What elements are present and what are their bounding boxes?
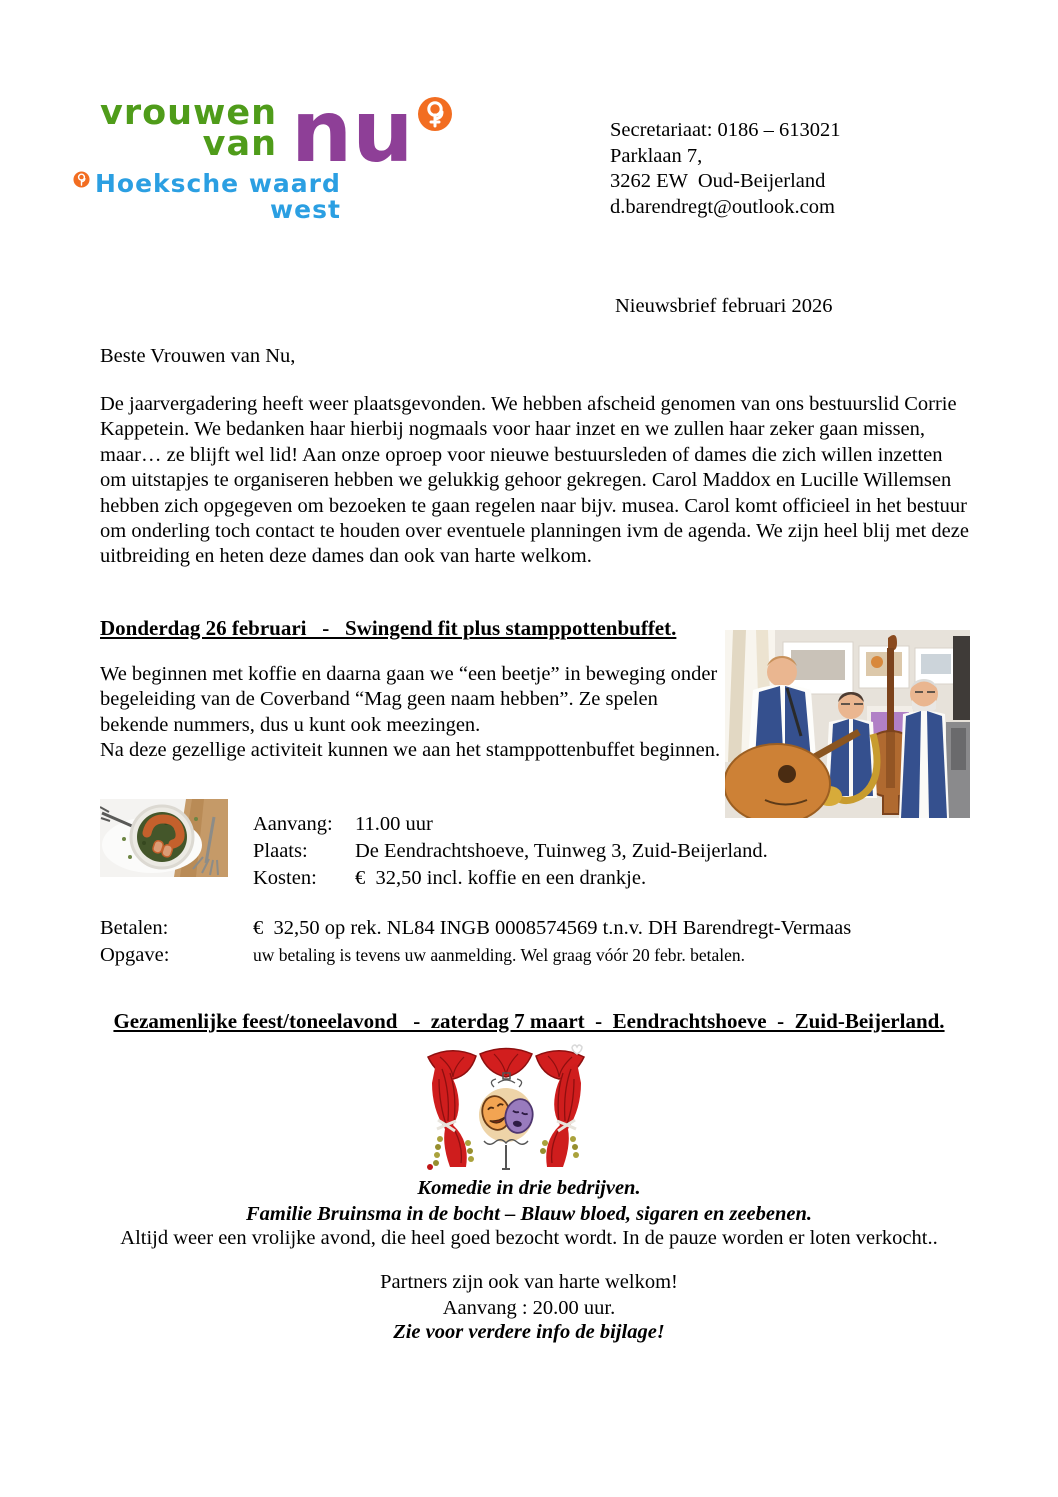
detail-row-plaats	[253, 838, 768, 865]
logo-word-vrouwen: vrouwen	[100, 93, 278, 133]
detail-value: De Eendrachtshoeve, Tuinweg 3, Zuid-Beijerland.	[355, 840, 768, 862]
play-description: Altijd weer een vrolijke avond, die heel goed bezocht wordt. In de pauze worden er loten verkocht..	[120, 1227, 938, 1249]
event-details	[253, 811, 768, 892]
secretariat-contact-block	[610, 118, 841, 220]
payment-label: Opgave:	[100, 944, 170, 966]
logo-word-nu: nu	[291, 82, 414, 182]
payment-details	[100, 915, 851, 969]
logo-region-line2: west	[270, 195, 341, 224]
play-subtitle: Komedie in drie bedrijven.	[417, 1177, 641, 1199]
vrouwen-van-nu-emblem-small-icon	[73, 171, 90, 193]
vrouwen-van-nu-emblem-icon	[417, 96, 453, 137]
stamppot-photo	[100, 799, 228, 882]
detail-row-aanvang	[253, 811, 768, 838]
payment-value: uw betaling is tevens uw aanmelding. Wel graag vóór 20 febr. betalen.	[253, 945, 746, 965]
start-time-line: Aanvang : 20.00 uur.	[442, 1297, 616, 1319]
payment-label: Betalen:	[100, 917, 169, 939]
detail-row-kosten	[253, 865, 768, 892]
payment-value: € 32,50 op rek. NL84 INGB 0008574569 t.n.v. DH Barendregt-Vermaas	[253, 917, 852, 939]
detail-label: Kosten:	[253, 867, 317, 889]
contact-city: 3262 EW Oud-Beijerland	[610, 170, 826, 192]
intro-paragraph: De jaarvergadering heeft weer plaatsgevonden. We hebben afscheid genomen van ons bestuurslid Corrie Kappetein. We bedanken haar hierbij nogmaals voor haar inzet en we zullen haar zeker gaan missen, maar… ze blijft wel lid! Aan onze oproep voor nieuwe bestuursleden of dames die zich willen inzetten om uitstapjes te organiseren hebben we gelukkig gehoor gekregen. Carol Maddox en Lucille Willemsen hebben zich opgegeven om bezoeken te gaan regelen naar bijv. musea. Carol komt officieel in het bestuur om onderling toch contact te houden over eventuele planningen ivm de agenda. We zijn heel blij met deze uitbreiding en heten deze dames dan ook van harte welkom.	[100, 393, 975, 568]
detail-value: € 32,50 incl. koffie en een drankje.	[355, 867, 647, 889]
see-attachment-line: Zie voor verdere info de bijlage!	[393, 1321, 665, 1343]
section1-paragraphs	[100, 662, 722, 764]
logo-region-line1: Hoeksche waard	[95, 169, 341, 198]
section2-heading: Gezamenlijke feest/toneelavond - zaterdag 7 maart - Eendrachtshoeve - Zuid-Beijerland.	[113, 1009, 945, 1033]
newsletter-title: Nieuwsbrief februari 2026	[615, 295, 833, 317]
detail-value: 11.00 uur	[355, 813, 433, 835]
logo-word-van: van	[202, 124, 278, 164]
greeting: Beste Vrouwen van Nu,	[100, 345, 296, 367]
play-title: Familie Bruinsma in de bocht – Blauw bloed, sigaren en zeebenen.	[245, 1203, 813, 1225]
detail-label: Plaats:	[253, 840, 308, 862]
section1-heading: Donderdag 26 februari - Swingend fit plus stamppottenbuffet.	[100, 616, 677, 640]
section1-paragraph2: Na deze gezellige activiteit kunnen we aan het stamppottenbuffet beginnen.	[100, 739, 721, 762]
contact-email: d.barendregt@outlook.com	[610, 195, 835, 218]
payment-row-betalen	[100, 915, 851, 942]
vrouwen-van-nu-logo	[95, 82, 453, 224]
payment-row-opgave	[100, 942, 851, 969]
section1-paragraph1: We beginnen met koffie en daarna gaan we “een beetje” in beweging onder begeleiding van de Coverband “Mag geen naam hebben”. Ze spelen bekende nummers, dus u kunt ook meezingen.	[100, 663, 723, 736]
partners-welcome-line: Partners zijn ook van harte welkom!	[380, 1271, 678, 1293]
theater-masks-image	[424, 1043, 589, 1176]
detail-label: Aanvang:	[253, 813, 333, 835]
contact-street: Parklaan 7,	[610, 144, 703, 167]
contact-phone: Secretariaat: 0186 – 613021	[610, 119, 841, 141]
coverband-photo	[725, 630, 970, 823]
